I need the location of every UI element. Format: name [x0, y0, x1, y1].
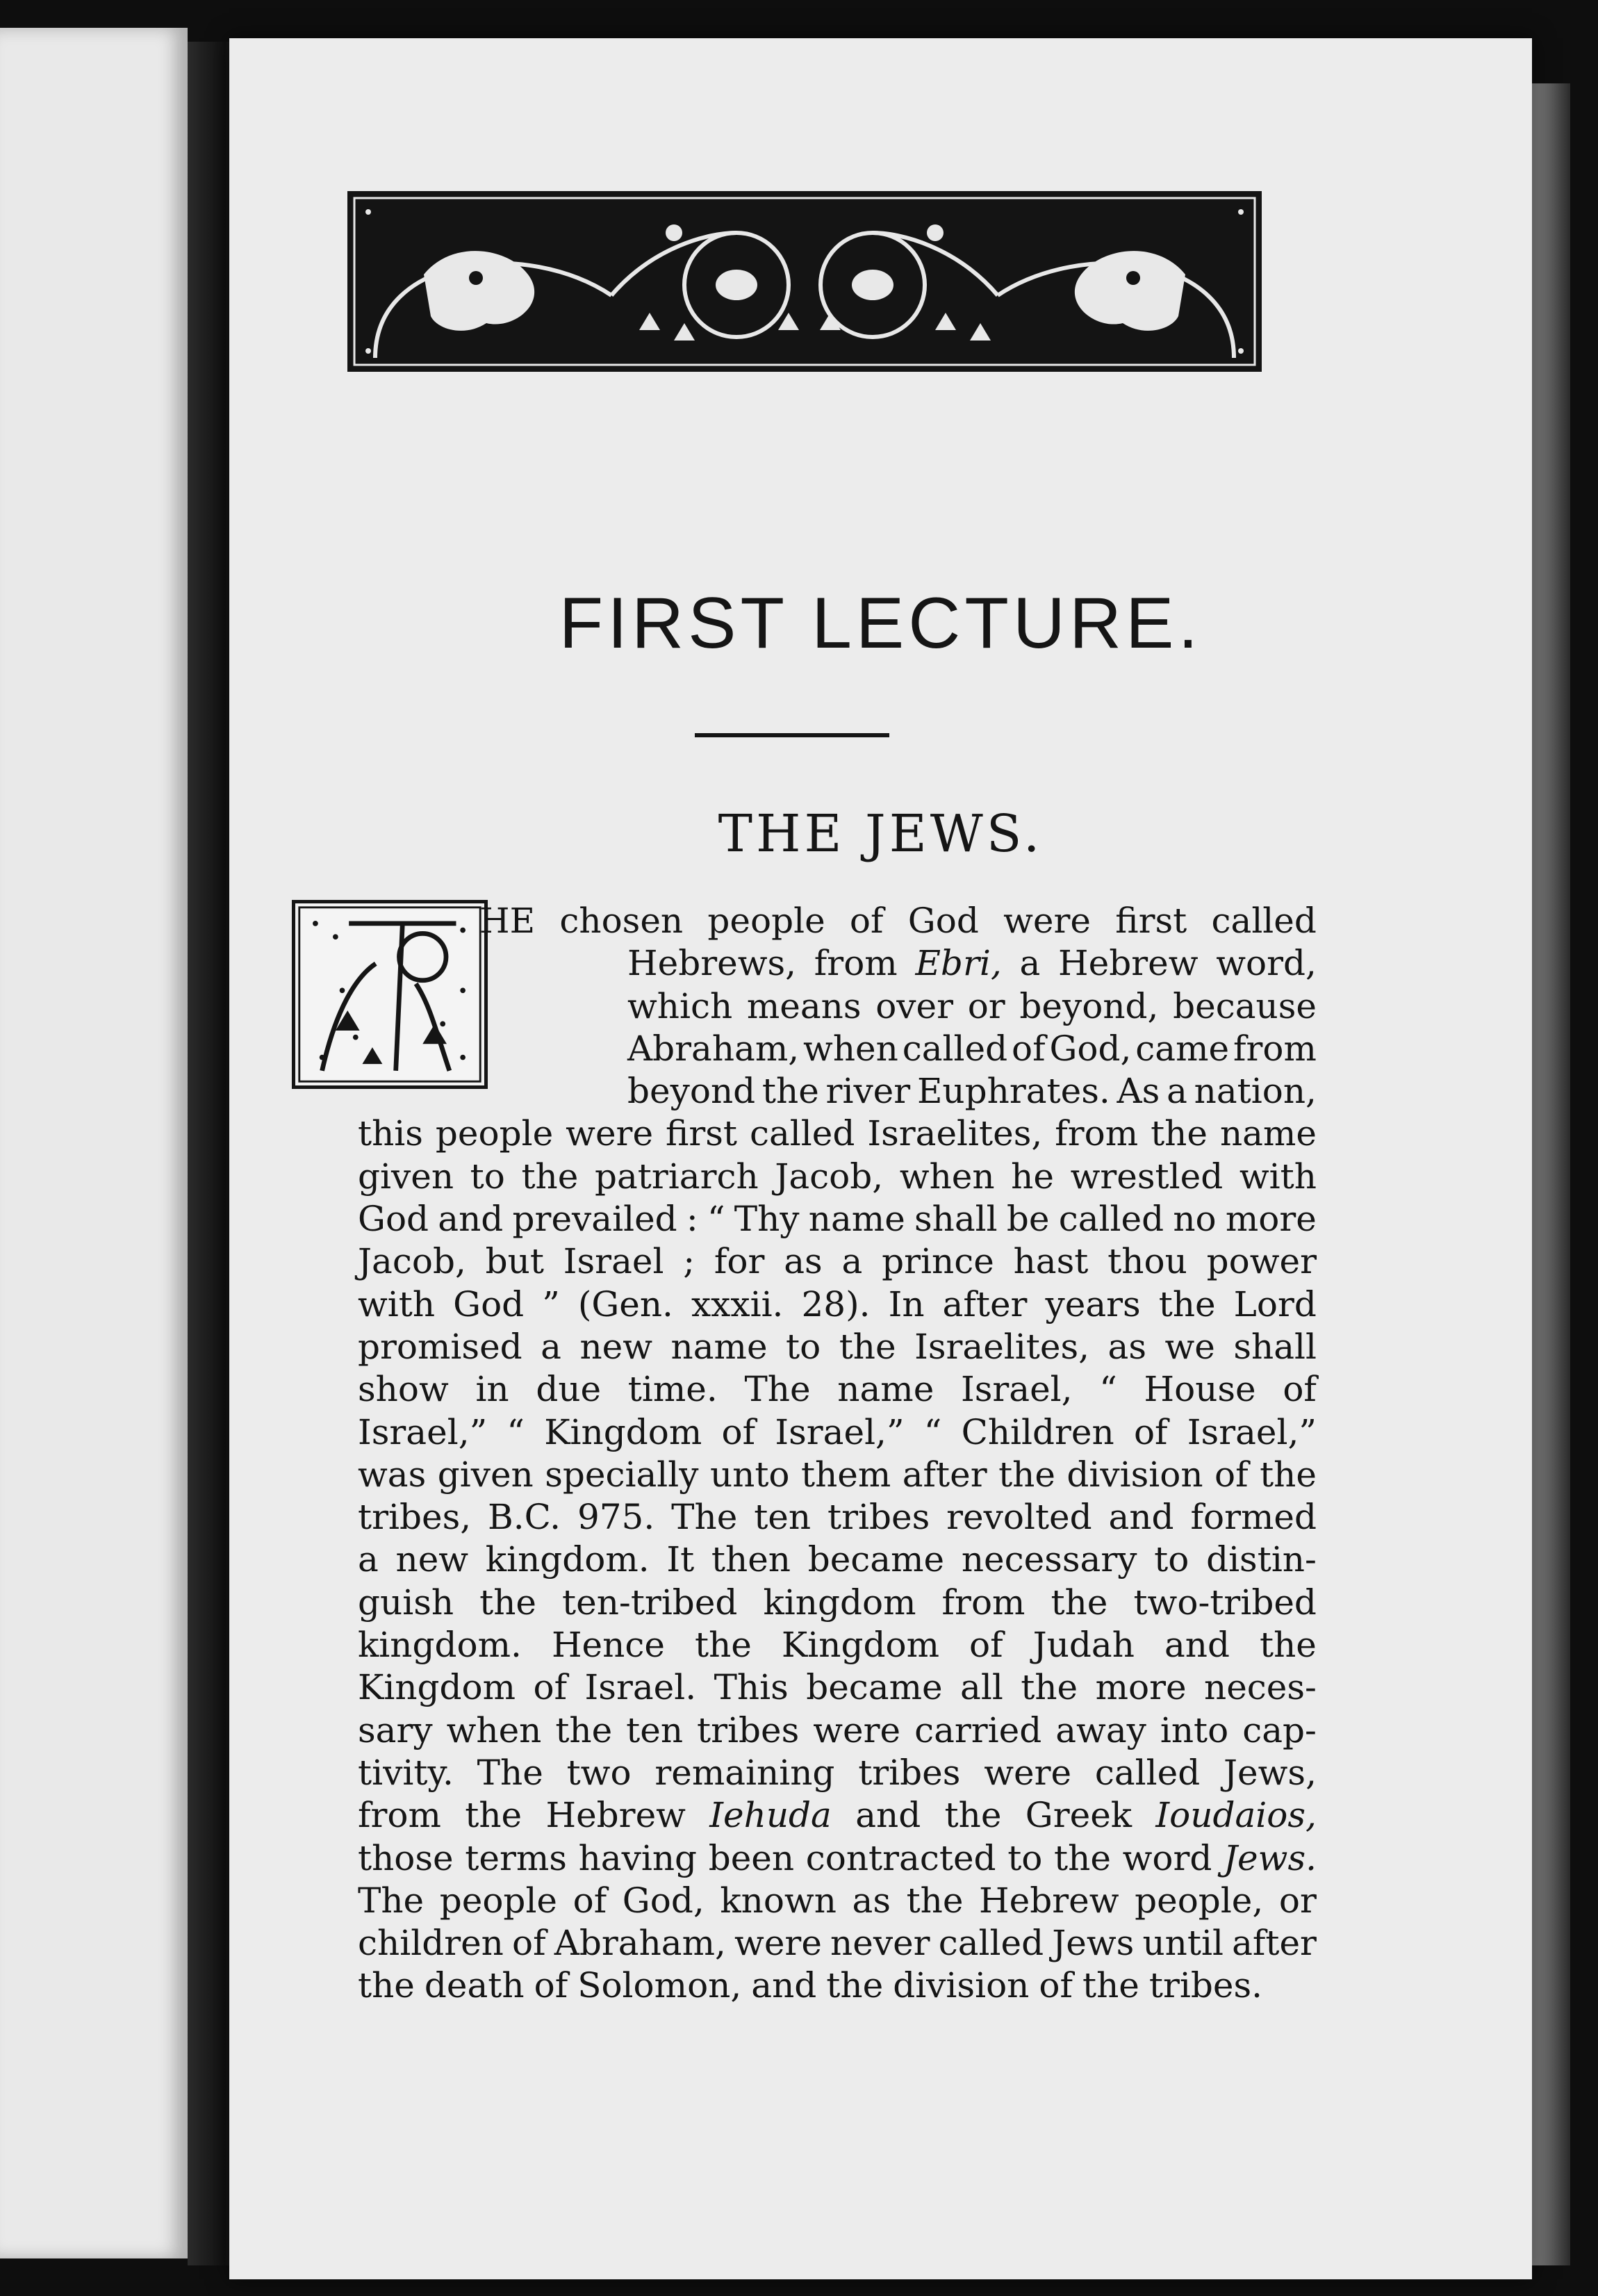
text-line: those terms having been contracted to the word Jews.	[358, 1837, 1317, 1878]
text-line: tribes, B.C. 975. The ten tribes revolted and formed	[358, 1497, 1317, 1538]
text-line: beyond the river Euphrates. As a nation,	[627, 1071, 1317, 1112]
headpiece-ornament-icon	[347, 191, 1262, 372]
text-line: from the Hebrew Iehuda and the Greek Ioudaios,	[358, 1795, 1317, 1836]
text-line: God and prevailed : “ Thy name shall be called no more	[358, 1199, 1317, 1240]
text-line: this people were first called Israelites, from the name	[358, 1113, 1317, 1154]
title-divider	[695, 733, 889, 737]
text-line: tivity. The two remaining tribes were called Jews,	[358, 1752, 1317, 1793]
text-line: children of Abraham, were never called Jews until after	[358, 1923, 1317, 1964]
text-line: a new kingdom. It then became necessary to distin-	[358, 1539, 1317, 1580]
text-line: with God ” (Gen. xxxii. 28). In after years the Lord	[358, 1284, 1317, 1325]
text-line: given to the patriarch Jacob, when he wrestled with	[358, 1156, 1317, 1197]
text-line: Abraham, when called of God, came from	[627, 1028, 1317, 1069]
text-line: show in due time. The name Israel, “ House of	[358, 1369, 1317, 1410]
text-line: the death of Solomon, and the division of the tribes.	[358, 1965, 1263, 2006]
text-line: Kingdom of Israel. This became all the more neces-	[358, 1667, 1317, 1708]
text-line: Jacob, but Israel ; for as a prince hast thou power	[358, 1241, 1317, 1282]
text-line: sary when the ten tribes were carried away into cap-	[358, 1709, 1317, 1750]
text-line: The people of God, known as the Hebrew people, or	[358, 1880, 1317, 1921]
text-line: guish the ten-tribed kingdom from the two-tribed	[358, 1582, 1317, 1623]
text-line: was given specially unto them after the division of the	[358, 1454, 1317, 1495]
body-paragraph	[358, 900, 1317, 2008]
text-line: promised a new name to the Israelites, as we shall	[358, 1326, 1317, 1367]
text-line: Hebrews, from Ebri, a Hebrew word,	[627, 943, 1317, 984]
book-page	[229, 38, 1532, 2279]
text-line: which means over or beyond, because	[627, 985, 1317, 1026]
text-line: kingdom. Hence the Kingdom of Judah and the	[358, 1625, 1317, 1666]
facing-page	[0, 28, 188, 2258]
section-title: THE JEWS.	[718, 804, 1044, 864]
text-line: Israel,” “ Kingdom of Israel,” “ Children of Israel,”	[358, 1411, 1317, 1452]
text-line: HE chosen people of God were first called	[479, 901, 1317, 941]
lecture-title: FIRST LECTURE.	[559, 583, 1203, 664]
